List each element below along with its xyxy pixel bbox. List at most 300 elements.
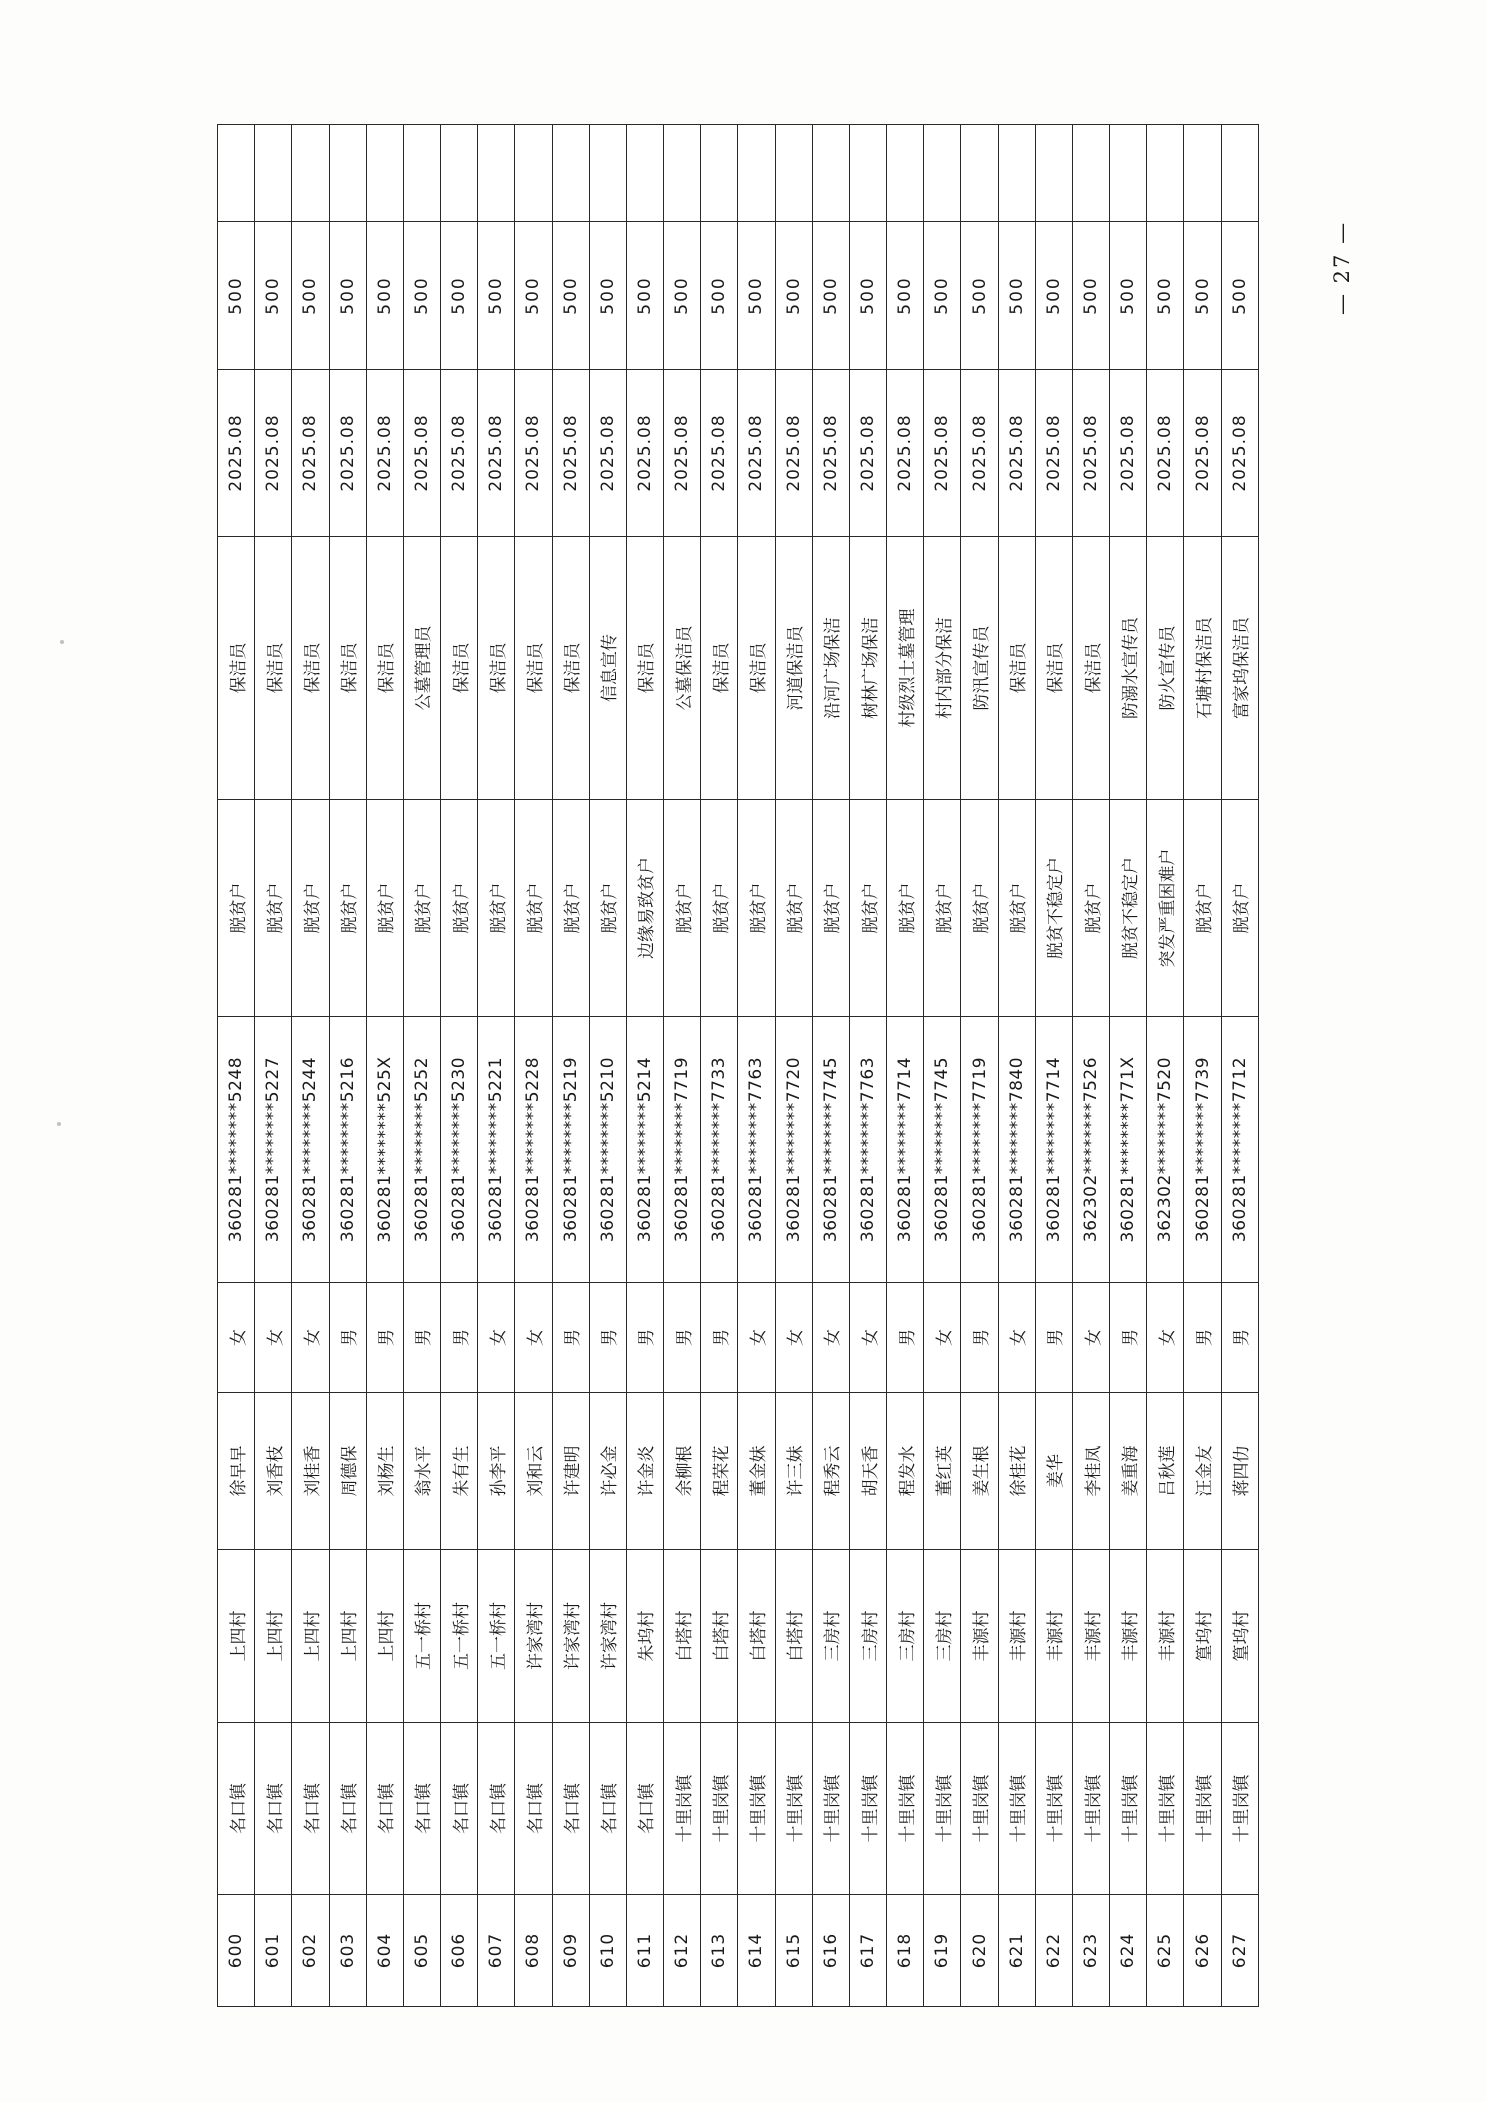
table-cell-gender: 男 (1221, 1283, 1258, 1393)
table-cell-id_number: 360281********5210 (589, 1017, 626, 1283)
table-cell-remark (887, 125, 924, 222)
table-cell-household_type: 脱贫户 (664, 800, 701, 1017)
table-cell-amount: 500 (441, 222, 478, 370)
table-cell-gender: 女 (1072, 1283, 1109, 1393)
table-cell-month: 2025.08 (1221, 370, 1258, 537)
table-cell-gender: 女 (849, 1283, 886, 1393)
table-cell-town: 十里岗镇 (961, 1723, 998, 1895)
table-cell-village: 白塔村 (738, 1550, 775, 1723)
table-cell-name: 刘香枝 (255, 1393, 292, 1550)
table-cell-village: 白塔村 (775, 1550, 812, 1723)
table-cell-household_type: 脱贫户 (403, 800, 440, 1017)
table-cell-gender: 男 (626, 1283, 663, 1393)
table-cell-town: 名口镇 (441, 1723, 478, 1895)
table-cell-remark (292, 125, 329, 222)
table-cell-id_number: 362302********7526 (1072, 1017, 1109, 1283)
table-cell-job: 石塘村保洁员 (1184, 537, 1221, 800)
table-cell-job: 公墓管理员 (403, 537, 440, 800)
table-cell-village: 五一桥村 (403, 1550, 440, 1723)
table-cell-household_type: 脱贫户 (887, 800, 924, 1017)
table-cell-remark (924, 125, 961, 222)
table-cell-index: 614 (738, 1895, 775, 2007)
table-cell-job: 保洁员 (738, 537, 775, 800)
table-cell-job: 防火宣传员 (1147, 537, 1184, 800)
payment-table-body (218, 125, 1259, 2007)
table-cell-id_number: 360281********7719 (961, 1017, 998, 1283)
table-cell-remark (664, 125, 701, 222)
table-cell-id_number: 360281********7763 (738, 1017, 775, 1283)
table-cell-village: 丰源村 (1035, 1550, 1072, 1723)
table-cell-amount: 500 (589, 222, 626, 370)
table-cell-town: 十里岗镇 (924, 1723, 961, 1895)
table-cell-job: 沿河广场保洁 (812, 537, 849, 800)
table-cell-town: 名口镇 (329, 1723, 366, 1895)
table-cell-remark (701, 125, 738, 222)
table-cell-index: 609 (552, 1895, 589, 2007)
table-cell-town: 十里岗镇 (849, 1723, 886, 1895)
table-cell-town: 十里岗镇 (664, 1723, 701, 1895)
table-cell-amount: 500 (552, 222, 589, 370)
table-cell-job: 公墓保洁员 (664, 537, 701, 800)
table-cell-town: 十里岗镇 (1221, 1723, 1258, 1895)
payment-table (217, 124, 1259, 2007)
table-cell-name: 刘和云 (515, 1393, 552, 1550)
table-cell-month: 2025.08 (887, 370, 924, 537)
table-cell-gender: 女 (255, 1283, 292, 1393)
table-cell-gender: 女 (924, 1283, 961, 1393)
table-cell-name: 许建明 (552, 1393, 589, 1550)
table-cell-month: 2025.08 (924, 370, 961, 537)
table-cell-index: 608 (515, 1895, 552, 2007)
table-cell-id_number: 360281********5214 (626, 1017, 663, 1283)
table-cell-month: 2025.08 (478, 370, 515, 537)
table-cell-name: 许三妹 (775, 1393, 812, 1550)
table-cell-town: 名口镇 (552, 1723, 589, 1895)
table-cell-remark (403, 125, 440, 222)
table-cell-month: 2025.08 (775, 370, 812, 537)
table-cell-month: 2025.08 (1110, 370, 1147, 537)
table-cell-id_number: 360281********5227 (255, 1017, 292, 1283)
table-cell-gender: 男 (1035, 1283, 1072, 1393)
table-row (1035, 125, 1072, 2007)
table-row (589, 125, 626, 2007)
table-row (701, 125, 738, 2007)
table-cell-village: 丰源村 (1147, 1550, 1184, 1723)
table-cell-household_type: 脱贫户 (924, 800, 961, 1017)
table-cell-village: 丰源村 (961, 1550, 998, 1723)
page-number: — 27 — (1330, 220, 1354, 315)
table-cell-gender: 男 (552, 1283, 589, 1393)
table-cell-remark (589, 125, 626, 222)
table-cell-remark (961, 125, 998, 222)
table-cell-job: 树林广场保洁 (849, 537, 886, 800)
table-cell-id_number: 360281********771X (1110, 1017, 1147, 1283)
table-cell-index: 602 (292, 1895, 329, 2007)
table-cell-month: 2025.08 (738, 370, 775, 537)
scan-speck (60, 640, 64, 644)
table-cell-remark (366, 125, 403, 222)
table-cell-town: 十里岗镇 (1147, 1723, 1184, 1895)
table-cell-amount: 500 (775, 222, 812, 370)
table-cell-job: 保洁员 (1072, 537, 1109, 800)
table-cell-id_number: 360281********5252 (403, 1017, 440, 1283)
table-cell-id_number: 360281********5248 (218, 1017, 255, 1283)
table-cell-index: 606 (441, 1895, 478, 2007)
table-cell-index: 622 (1035, 1895, 1072, 2007)
table-row (738, 125, 775, 2007)
table-cell-town: 名口镇 (403, 1723, 440, 1895)
table-cell-village: 丰源村 (1110, 1550, 1147, 1723)
table-cell-name: 程荣花 (701, 1393, 738, 1550)
table-cell-job: 防溺水宣传员 (1110, 537, 1147, 800)
table-cell-remark (738, 125, 775, 222)
table-cell-amount: 500 (961, 222, 998, 370)
table-cell-village: 三房村 (924, 1550, 961, 1723)
table-cell-household_type: 脱贫户 (329, 800, 366, 1017)
table-cell-index: 626 (1184, 1895, 1221, 2007)
table-cell-amount: 500 (701, 222, 738, 370)
table-cell-index: 617 (849, 1895, 886, 2007)
table-cell-month: 2025.08 (849, 370, 886, 537)
table-cell-index: 607 (478, 1895, 515, 2007)
table-row (403, 125, 440, 2007)
table-cell-job: 村内部分保洁 (924, 537, 961, 800)
table-cell-town: 名口镇 (366, 1723, 403, 1895)
table-cell-month: 2025.08 (515, 370, 552, 537)
table-cell-remark (998, 125, 1035, 222)
table-row (552, 125, 589, 2007)
table-cell-month: 2025.08 (664, 370, 701, 537)
table-cell-amount: 500 (1035, 222, 1072, 370)
table-row (849, 125, 886, 2007)
table-cell-name: 徐早早 (218, 1393, 255, 1550)
table-cell-amount: 500 (1221, 222, 1258, 370)
table-cell-amount: 500 (515, 222, 552, 370)
table-cell-gender: 男 (366, 1283, 403, 1393)
table-cell-town: 十里岗镇 (775, 1723, 812, 1895)
table-row (1184, 125, 1221, 2007)
table-cell-job: 保洁员 (701, 537, 738, 800)
table-cell-job: 保洁员 (478, 537, 515, 800)
table-cell-village: 朱坞村 (626, 1550, 663, 1723)
table-cell-remark (552, 125, 589, 222)
table-cell-index: 621 (998, 1895, 1035, 2007)
table-cell-job: 富家坞保洁员 (1221, 537, 1258, 800)
table-cell-id_number: 360281********7720 (775, 1017, 812, 1283)
table-cell-name: 孙李平 (478, 1393, 515, 1550)
table-cell-gender: 女 (478, 1283, 515, 1393)
table-cell-index: 616 (812, 1895, 849, 2007)
table-cell-household_type: 脱贫户 (849, 800, 886, 1017)
table-cell-job: 保洁员 (552, 537, 589, 800)
table-cell-village: 三房村 (849, 1550, 886, 1723)
table-cell-month: 2025.08 (292, 370, 329, 537)
table-cell-household_type: 脱贫不稳定户 (1035, 800, 1072, 1017)
table-cell-town: 十里岗镇 (1035, 1723, 1072, 1895)
table-cell-amount: 500 (292, 222, 329, 370)
table-cell-village: 丰源村 (1072, 1550, 1109, 1723)
table-cell-amount: 500 (478, 222, 515, 370)
table-cell-id_number: 360281********5228 (515, 1017, 552, 1283)
table-row (887, 125, 924, 2007)
table-row (292, 125, 329, 2007)
table-cell-job: 防汛宣传员 (961, 537, 998, 800)
table-cell-month: 2025.08 (218, 370, 255, 537)
table-cell-remark (849, 125, 886, 222)
table-cell-id_number: 362302********7520 (1147, 1017, 1184, 1283)
table-cell-month: 2025.08 (366, 370, 403, 537)
table-row (961, 125, 998, 2007)
table-cell-name: 吕秋莲 (1147, 1393, 1184, 1550)
table-cell-gender: 男 (961, 1283, 998, 1393)
table-cell-job: 保洁员 (998, 537, 1035, 800)
table-cell-village: 上四村 (255, 1550, 292, 1723)
table-cell-village: 许家湾村 (515, 1550, 552, 1723)
table-row (998, 125, 1035, 2007)
table-cell-amount: 500 (1147, 222, 1184, 370)
table-cell-household_type: 脱贫不稳定户 (1110, 800, 1147, 1017)
table-cell-gender: 男 (589, 1283, 626, 1393)
table-cell-name: 李桂凤 (1072, 1393, 1109, 1550)
table-cell-remark (441, 125, 478, 222)
table-cell-gender: 女 (738, 1283, 775, 1393)
table-cell-name: 周德保 (329, 1393, 366, 1550)
table-row (366, 125, 403, 2007)
table-cell-gender: 女 (292, 1283, 329, 1393)
table-cell-household_type: 脱贫户 (1072, 800, 1109, 1017)
table-cell-remark (1072, 125, 1109, 222)
table-cell-village: 篁坞村 (1184, 1550, 1221, 1723)
table-cell-town: 十里岗镇 (1072, 1723, 1109, 1895)
table-cell-town: 名口镇 (515, 1723, 552, 1895)
table-cell-name: 程发水 (887, 1393, 924, 1550)
table-cell-remark (515, 125, 552, 222)
table-cell-job: 保洁员 (366, 537, 403, 800)
table-cell-name: 蒋四仂 (1221, 1393, 1258, 1550)
table-cell-gender: 女 (812, 1283, 849, 1393)
table-cell-name: 程秀云 (812, 1393, 849, 1550)
table-cell-job: 保洁员 (626, 537, 663, 800)
table-cell-town: 名口镇 (255, 1723, 292, 1895)
table-cell-village: 五一桥村 (478, 1550, 515, 1723)
table-cell-town: 十里岗镇 (812, 1723, 849, 1895)
table-cell-name: 徐桂花 (998, 1393, 1035, 1550)
table-cell-remark (812, 125, 849, 222)
table-cell-index: 627 (1221, 1895, 1258, 2007)
table-cell-name: 刘桂香 (292, 1393, 329, 1550)
table-cell-index: 611 (626, 1895, 663, 2007)
table-cell-id_number: 360281********7719 (664, 1017, 701, 1283)
table-cell-index: 610 (589, 1895, 626, 2007)
table-row (812, 125, 849, 2007)
table-row (478, 125, 515, 2007)
table-cell-amount: 500 (218, 222, 255, 370)
table-cell-village: 许家湾村 (552, 1550, 589, 1723)
table-cell-id_number: 360281********5221 (478, 1017, 515, 1283)
table-cell-village: 上四村 (292, 1550, 329, 1723)
table-cell-amount: 500 (849, 222, 886, 370)
table-cell-village: 上四村 (329, 1550, 366, 1723)
table-row (515, 125, 552, 2007)
table-cell-id_number: 360281********7840 (998, 1017, 1035, 1283)
table-cell-job: 保洁员 (255, 537, 292, 800)
table-cell-month: 2025.08 (329, 370, 366, 537)
table-cell-amount: 500 (403, 222, 440, 370)
table-cell-remark (329, 125, 366, 222)
table-cell-gender: 男 (329, 1283, 366, 1393)
table-cell-remark (1221, 125, 1258, 222)
table-cell-town: 名口镇 (292, 1723, 329, 1895)
table-cell-id_number: 360281********7733 (701, 1017, 738, 1283)
table-cell-id_number: 360281********7714 (1035, 1017, 1072, 1283)
table-cell-household_type: 脱贫户 (701, 800, 738, 1017)
table-cell-village: 丰源村 (998, 1550, 1035, 1723)
table-cell-name: 姜生根 (961, 1393, 998, 1550)
table-cell-name: 董红英 (924, 1393, 961, 1550)
table-cell-amount: 500 (1110, 222, 1147, 370)
table-cell-household_type: 脱贫户 (515, 800, 552, 1017)
table-cell-id_number: 360281********7745 (924, 1017, 961, 1283)
table-cell-amount: 500 (887, 222, 924, 370)
table-row (924, 125, 961, 2007)
table-cell-household_type: 边缘易致贫户 (626, 800, 663, 1017)
table-cell-town: 十里岗镇 (887, 1723, 924, 1895)
table-cell-job: 河道保洁员 (775, 537, 812, 800)
table-cell-month: 2025.08 (998, 370, 1035, 537)
table-cell-amount: 500 (329, 222, 366, 370)
table-cell-gender: 男 (701, 1283, 738, 1393)
table-cell-town: 十里岗镇 (738, 1723, 775, 1895)
table-cell-month: 2025.08 (1147, 370, 1184, 537)
table-cell-index: 623 (1072, 1895, 1109, 2007)
table-cell-household_type: 脱贫户 (292, 800, 329, 1017)
table-cell-village: 上四村 (366, 1550, 403, 1723)
table-cell-town: 十里岗镇 (701, 1723, 738, 1895)
table-cell-household_type: 脱贫户 (738, 800, 775, 1017)
table-cell-remark (1147, 125, 1184, 222)
table-cell-name: 胡天香 (849, 1393, 886, 1550)
table-cell-gender: 男 (403, 1283, 440, 1393)
table-cell-amount: 500 (626, 222, 663, 370)
table-cell-month: 2025.08 (552, 370, 589, 537)
table-cell-household_type: 脱贫户 (255, 800, 292, 1017)
table-cell-month: 2025.08 (403, 370, 440, 537)
table-cell-gender: 男 (441, 1283, 478, 1393)
table-cell-id_number: 360281********5244 (292, 1017, 329, 1283)
table-cell-amount: 500 (812, 222, 849, 370)
table-cell-index: 600 (218, 1895, 255, 2007)
table-cell-index: 625 (1147, 1895, 1184, 2007)
table-cell-village: 三房村 (812, 1550, 849, 1723)
table-cell-town: 十里岗镇 (1110, 1723, 1147, 1895)
table-row (1110, 125, 1147, 2007)
table-cell-month: 2025.08 (1184, 370, 1221, 537)
table-cell-remark (255, 125, 292, 222)
table-cell-household_type: 脱贫户 (218, 800, 255, 1017)
table-cell-village: 篁坞村 (1221, 1550, 1258, 1723)
table-cell-id_number: 360281********5216 (329, 1017, 366, 1283)
table-cell-amount: 500 (255, 222, 292, 370)
table-cell-household_type: 脱贫户 (961, 800, 998, 1017)
table-cell-name: 余柳根 (664, 1393, 701, 1550)
table-cell-gender: 女 (1147, 1283, 1184, 1393)
table-cell-index: 620 (961, 1895, 998, 2007)
table-cell-remark (626, 125, 663, 222)
table-cell-job: 信息宣传 (589, 537, 626, 800)
table-cell-name: 姜重海 (1110, 1393, 1147, 1550)
table-cell-household_type: 脱贫户 (589, 800, 626, 1017)
table-cell-month: 2025.08 (441, 370, 478, 537)
table-cell-amount: 500 (664, 222, 701, 370)
table-cell-name: 许金炎 (626, 1393, 663, 1550)
table-cell-amount: 500 (998, 222, 1035, 370)
table-row (441, 125, 478, 2007)
table-cell-index: 615 (775, 1895, 812, 2007)
scan-speck (57, 1122, 61, 1126)
table-cell-id_number: 360281********525X (366, 1017, 403, 1283)
table-cell-gender: 男 (1110, 1283, 1147, 1393)
table-cell-index: 604 (366, 1895, 403, 2007)
table-cell-remark (1110, 125, 1147, 222)
table-cell-month: 2025.08 (812, 370, 849, 537)
table-cell-village: 白塔村 (701, 1550, 738, 1723)
table-cell-index: 603 (329, 1895, 366, 2007)
table-cell-index: 619 (924, 1895, 961, 2007)
table-cell-household_type: 脱贫户 (775, 800, 812, 1017)
table-cell-month: 2025.08 (626, 370, 663, 537)
table-cell-remark (1035, 125, 1072, 222)
table-cell-household_type: 脱贫户 (478, 800, 515, 1017)
table-cell-gender: 女 (775, 1283, 812, 1393)
table-cell-name: 刘杨生 (366, 1393, 403, 1550)
table-row (255, 125, 292, 2007)
table-cell-amount: 500 (738, 222, 775, 370)
table-cell-gender: 男 (664, 1283, 701, 1393)
table-cell-remark (218, 125, 255, 222)
table-cell-job: 保洁员 (1035, 537, 1072, 800)
table-row (1221, 125, 1258, 2007)
table-cell-village: 五一桥村 (441, 1550, 478, 1723)
table-cell-household_type: 脱贫户 (812, 800, 849, 1017)
table-cell-job: 保洁员 (218, 537, 255, 800)
table-cell-gender: 女 (515, 1283, 552, 1393)
table-cell-household_type: 脱贫户 (998, 800, 1035, 1017)
table-cell-name: 朱有生 (441, 1393, 478, 1550)
table-row (775, 125, 812, 2007)
table-cell-amount: 500 (366, 222, 403, 370)
table-cell-month: 2025.08 (255, 370, 292, 537)
table-cell-month: 2025.08 (1072, 370, 1109, 537)
table-cell-gender: 男 (1184, 1283, 1221, 1393)
table-cell-household_type: 脱贫户 (366, 800, 403, 1017)
table-cell-name: 汪金友 (1184, 1393, 1221, 1550)
table-cell-gender: 男 (887, 1283, 924, 1393)
table-cell-village: 白塔村 (664, 1550, 701, 1723)
table-cell-town: 十里岗镇 (998, 1723, 1035, 1895)
table-cell-month: 2025.08 (701, 370, 738, 537)
table-cell-town: 十里岗镇 (1184, 1723, 1221, 1895)
table-cell-household_type: 脱贫户 (552, 800, 589, 1017)
table-cell-index: 618 (887, 1895, 924, 2007)
table-cell-town: 名口镇 (626, 1723, 663, 1895)
table-row (1147, 125, 1184, 2007)
table-cell-household_type: 脱贫户 (1221, 800, 1258, 1017)
rotated-table-container (217, 125, 1259, 2007)
table-cell-name: 许必金 (589, 1393, 626, 1550)
table-cell-remark (775, 125, 812, 222)
table-cell-job: 保洁员 (515, 537, 552, 800)
table-cell-amount: 500 (1072, 222, 1109, 370)
